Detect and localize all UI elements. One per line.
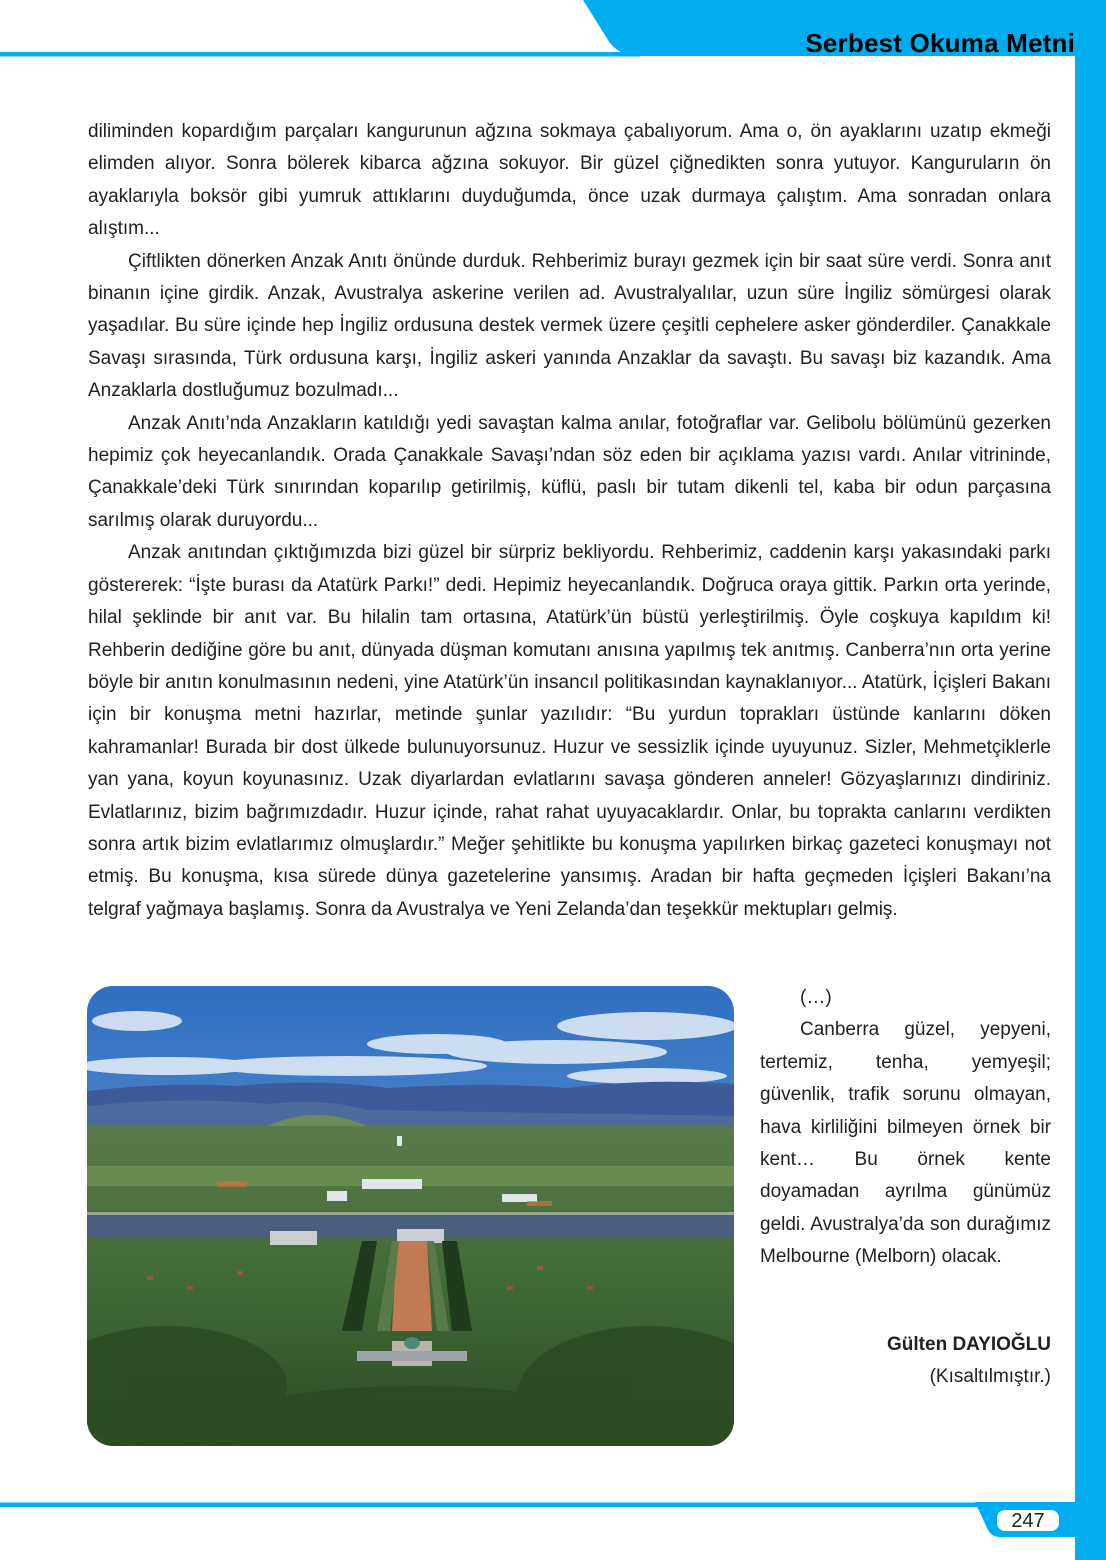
paragraph-4: Anzak anıtından çıktığımızda bizi güzel bir sürpriz bekliyordu. Rehberimiz, caddenin karşı yakasındaki parkı göstererek: “İşte burası da Atatürk Parkı!” dedi. Hepimiz heyecanlandık. Doğruca oraya gittik. Parkın orta yerinde, hilal şeklinde bir anıt var. Bu hilalin tam ortasına, Atatürk’ün büstü yerleştirilmiş. Öyle coşkuya kapıldım ki! Rehberin dediğine göre bu anıt, dünyada düşman komutanı anısına yapılmış tek anıtmış. Canberra’nın orta yerine böyle bir anıtın konulmasının nedeni, yine Atatürk’ün insancıl politikasından kaynaklanıyor... Atatürk, İçişleri Bakanı için bir konuşma metni hazırlar, metinde şunlar yazılıdır: “Bu yurdun toprakları üstünde kanlarını döken kahramanlar! Burada bir dost ülkede bulunuyorsunuz. Huzur ve sessizlik içinde uyuyunuz. Sizler, Mehmetçiklerle yan yana, koyun koyunasınız. Uzak diyarlardan evlatlarını savaşa gönderen anneler! Gözyaşlarınızı dindiriniz. Evlatlarınız, bizim bağrımızdadır. Huzur içinde, rahat rahat uyuyacaklardır. Onlar, bu toprakta canlarını verdikten sonra artık bizim evlatlarımız olmuşlardır.” Meğer şehitlikte bu konuşma yapılırken birkaç gazeteci konuşmayı not etmiş. Bu konuşma, kısa sürede dünya gazetelerine yansımış. Aradan bir hafta geçmeden İçişleri Bakanı’na telgraf yağmaya başlamış. Sonra da Avustralya ve Yeni Zelanda’dan teşekkür mektupları gelmiş. [88,542,1051,920]
footer-tab-shape [0,1500,1106,1540]
page-number: 247 [997,1510,1059,1531]
right-edge-bar [1075,0,1106,1560]
canberra-photo [87,986,734,1446]
paragraph-1: diliminden kopardığım parçaları kangurunun ağzına sokmaya çabalıyorum. Ama o, ön ayaklarını uzatıp ekmeği elimden alıyor. Sonra bölerek kibarca ağzına sokuyor. Bir güzel çiğnedikten sonra yutuyor. Kanguruların ön ayaklarıyla boksör gibi yumruk attıklarını duyduğumda, önce uzak durmaya çalıştım. Ama sonradan onlara alıştım... [88,121,1051,240]
ellipsis-marker: (…) [800,987,832,1008]
author-name: Gülten DAYIOĞLU [887,1334,1051,1355]
paragraph-3: Anzak Anıtı’nda Anzakların katıldığı yedi savaştan kalma anılar, fotoğraflar var. Gelibolu bölümünü gezerken hepimiz çok heyecanlandık. Orada Çanakkale Savaşı’ndan söz eden bir açıklama yazısı vardı. Anılar vitrininde, Çanakkale’deki Türk sınırından koparılıp getirilmiş, küflü, paslı bir tutam dikenli tel, kaba bir odun parçasına sarılmış olarak duruyordu... [88,412,1051,531]
side-paragraph: Canberra güzel, yepyeni, tertemiz, tenha, yemyeşil; güvenlik, trafik sorunu olmayan, hava kirliliğini bilmeyen örnek bir kent… Bu örnek kente doyamadan ayrılma günümüz geldi. Avustralya’da son durağımız Melbourne (Melborn) olacak. [760,1019,1051,1268]
paragraph-2: Çiftlikten dönerken Anzak Anıtı önünde durduk. Rehberimiz burayı gezmek için bir saat süre verdi. Sonra anıt binanın içine girdik. Anzak, Avustralya askerine verilen ad. Avustralyalılar, uzun süre İngiliz sömürgesi olarak yaşadılar. Bu süre içinde hep İngiliz ordusuna destek vermek üzere çeşitli cephelere asker gönderdiler. Çanakkale Savaşı sırasında, Türk ordusuna karşı, İngiliz askeri yanında Anzaklar da savaştı. Bu savaşı biz kazandık. Ama Anzaklarla dostluğumuz bozulmadı... [88,250,1051,402]
main-text [88,116,1051,926]
abridged-note: (Kısaltılmıştır.) [929,1366,1051,1387]
section-title: Serbest Okuma Metni [805,28,1075,58]
side-text [760,982,1051,1274]
